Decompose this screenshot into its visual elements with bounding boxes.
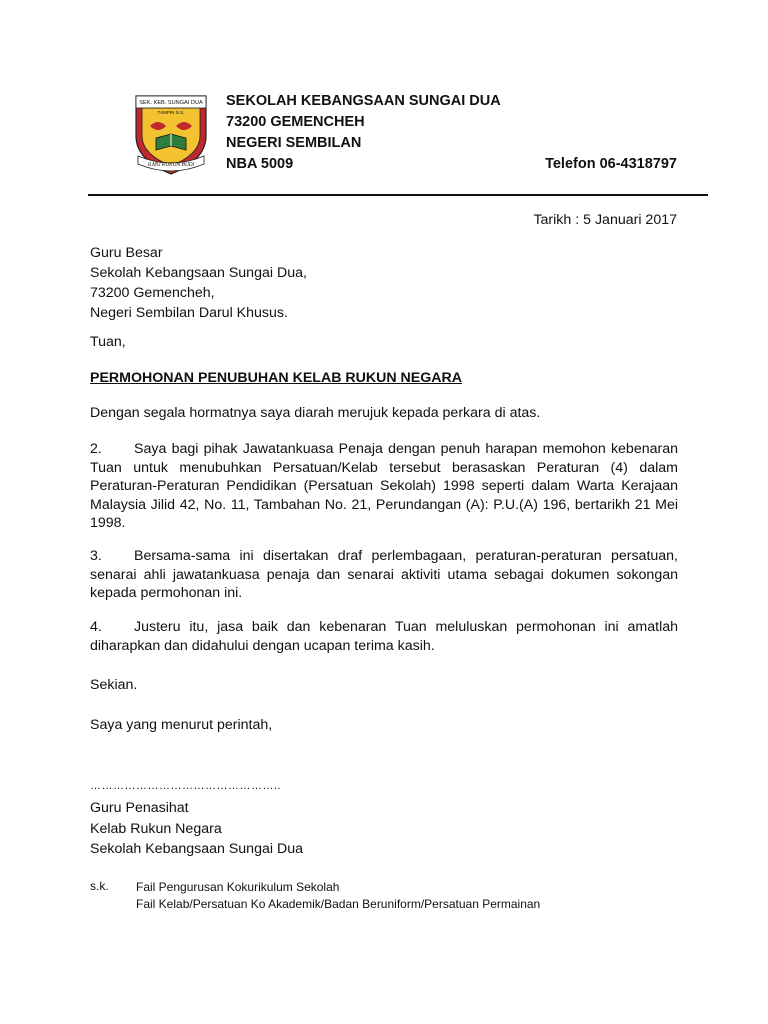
recipient-school: Sekolah Kebangsaan Sungai Dua, [90,265,307,281]
sk-item: Fail Pengurusan Kokurikulum Sekolah [136,880,340,894]
sign-off: Saya yang menurut perintah, [90,717,273,733]
letter-date: Tarikh : 5 Januari 2017 [533,212,677,228]
signatory-block [90,798,303,860]
opening-sentence: Dengan segala hormatnya saya diarah merujuk kepada perkara di atas. [90,405,541,421]
logo-banner-text: ILMU RUKUN BUDI [147,162,195,168]
school-code: NBA 5009 [226,156,294,172]
paragraph-3 [90,547,678,603]
paragraph-text: Saya bagi pihak Jawatankuasa Penaja dengan penuh harapan memohon kebenaran Tuan untuk menubuhkan Persatuan/Kelab tersebut berasaskan Peraturan (4) dalam Peraturan-Peraturan Pendidikan (Persatuan Sekolah) 1998 seperti dalam Warta Kerajaan Malaysia Jilid 42, No. 11, Tambahan No. 21, Perundangan (A): P.U.(A) 196, bertarikh 21 Mei 1998. [90,441,678,531]
signatory-school: Sekolah Kebangsaan Sungai Dua [90,841,303,857]
recipient-address [90,244,307,323]
closing: Sekian. [90,677,138,693]
sk-item: Fail Kelab/Persatuan Ko Akademik/Badan Beruniform/Persatuan Permainan [136,897,541,911]
signatory-club: Kelab Rukun Negara [90,820,222,837]
paragraph-number: 3. [90,548,102,564]
recipient-title: Guru Besar [90,245,163,261]
school-name: SEKOLAH KEBANGSAAN SUNGAI DUA [226,93,501,109]
school-state: NEGERI SEMBILAN [226,135,362,151]
signatory-title: Guru Penasihat [90,800,189,816]
logo-sub-text: TAMPIN N.S. [157,110,185,115]
sk-label: s.k. [90,879,109,893]
paragraph-text: Justeru itu, jasa baik dan kebenaran Tuan meluluskan permohonan ini amatlah diharapkan dan didahului dengan ucapan terima kasih. [90,619,678,654]
signature-line: ………………………………………….. [90,780,282,792]
school-phone: Telefon 06-4318797 [545,156,677,172]
paragraph-number: 4. [90,619,102,635]
sk-list [136,879,540,913]
school-postcode-town: 73200 GEMENCHEH [226,114,365,130]
paragraph-4 [90,618,678,655]
salutation: Tuan, [90,334,126,350]
letter-subject: PERMOHONAN PENUBUHAN KELAB RUKUN NEGARA [90,370,463,386]
recipient-postcode: 73200 Gemencheh, [90,285,215,301]
paragraph-text: Bersama-sama ini disertakan draf perlembagaan, peraturan-peraturan persatuan, senarai ahli jawatankuasa penaja dan senarai aktiviti utama sebagai dokumen sokongan kepada permohonan ini. [90,548,678,601]
logo-top-text: SEK. KEB. SUNGAI DUA [139,100,203,106]
recipient-state: Negeri Sembilan Darul Khusus. [90,305,288,321]
header-divider [88,194,708,196]
paragraph-number: 2. [90,441,102,457]
paragraph-2 [90,440,678,533]
school-crest-logo [134,94,208,176]
